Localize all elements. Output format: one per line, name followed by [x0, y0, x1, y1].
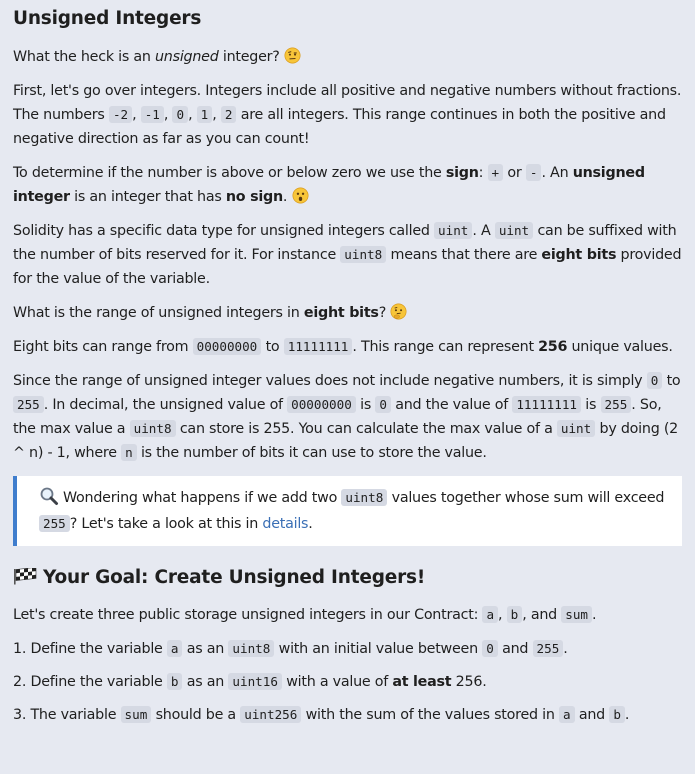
code-two: 2 [221, 106, 237, 123]
code-var-a: a [559, 706, 575, 723]
code-255: 255 [39, 515, 70, 532]
raised-eyebrow-face-icon [284, 47, 301, 64]
code-uint: uint [557, 420, 595, 437]
section-title: Unsigned Integers [13, 8, 202, 29]
sign-paragraph: To determine if the number is above or below zero we use the sign: + or - . An unsigned integer is an integer that has no sign. [13, 165, 645, 205]
astonished-face-icon [292, 187, 309, 204]
code-zero: 0 [647, 372, 663, 389]
code-var-a: a [167, 640, 183, 657]
goal-steps-list [13, 637, 682, 727]
goal-intro-paragraph: Let's create three public storage unsigned integers in our Contract: a , b , and sum . [13, 607, 597, 623]
solidity-uint-paragraph: Solidity has a specific data type for unsigned integers called uint . A uint can be suffixed with the number of bits reserved for it. For instance uint8 means that there are eight bits provided for the value of the variable. [13, 223, 682, 287]
details-link[interactable]: details [262, 516, 309, 532]
code-255: 255 [13, 396, 44, 413]
code-all-ones: 11111111 [284, 338, 353, 355]
bit-range-paragraph: Eight bits can range from 00000000 to 11111111 . This range can represent 256 unique values. [13, 339, 673, 355]
code-uint8: uint8 [228, 640, 274, 657]
code-n: n [121, 444, 137, 461]
code-255: 255 [533, 640, 564, 657]
code-var-sum: sum [561, 606, 592, 623]
checkered-flag-icon [13, 568, 38, 585]
range-question-paragraph: What is the range of unsigned integers in eight bits? [13, 301, 682, 325]
code-255: 255 [601, 396, 632, 413]
max-value-paragraph: Since the range of unsigned integer values does not include negative numbers, it is simply 0 to 255 . In decimal, the unsigned value of 00000000 is 0 and the value of 11111111 is 255 . So, the max value a uint8 can store is 255. You can calculate the max value of a uint by doing (2 ^ n) - 1, where n is the number of bits it can use to store the value. [13, 373, 681, 461]
code-uint256: uint256 [240, 706, 301, 723]
goal-title: Your Goal: Create Unsigned Integers! [13, 565, 682, 591]
code-var-b: b [167, 673, 183, 690]
code-minus-one: -1 [141, 106, 164, 123]
code-all-zeros: 00000000 [287, 396, 356, 413]
code-zero: 0 [482, 640, 498, 657]
code-minus-two: -2 [109, 106, 132, 123]
code-uint8: uint8 [340, 246, 386, 263]
code-uint: uint [434, 222, 472, 239]
code-plus: + [488, 164, 504, 181]
code-uint16: uint16 [228, 673, 282, 690]
code-uint8: uint8 [341, 489, 387, 506]
goal-step: 2. Define the variable b as an uint16 with a value of at least 256. [13, 674, 487, 690]
thinking-face-icon [390, 303, 407, 320]
intro-paragraph: What the heck is an unsigned integer? [13, 45, 682, 69]
code-all-ones: 11111111 [512, 396, 581, 413]
integers-paragraph: First, let's go over integers. Integers include all positive and negative numbers without fractions. The numbers -2 , -1 , 0 , 1 , 2 are all integers. This range continues in both the positive and negative direction as far as you can count! [13, 83, 682, 147]
code-uint: uint [495, 222, 533, 239]
goal-step: 1. Define the variable a as an uint8 with an initial value between 0 and 255 . [13, 641, 568, 657]
code-minus: - [526, 164, 542, 181]
code-var-sum: sum [121, 706, 152, 723]
goal-step: 3. The variable sum should be a uint256 with the sum of the values stored in a and b . [13, 707, 630, 723]
magnifying-glass-icon [39, 486, 59, 506]
code-all-zeros: 00000000 [193, 338, 262, 355]
details-callout: Wondering what happens if we add two uint8 values together whose sum will exceed 255 ? Let's take a look at this in details. [13, 476, 682, 546]
code-zero: 0 [172, 106, 188, 123]
code-zero: 0 [375, 396, 391, 413]
code-var-b: b [609, 706, 625, 723]
code-var-a: a [482, 606, 498, 623]
code-one: 1 [197, 106, 213, 123]
code-uint8: uint8 [130, 420, 176, 437]
code-var-b: b [507, 606, 523, 623]
